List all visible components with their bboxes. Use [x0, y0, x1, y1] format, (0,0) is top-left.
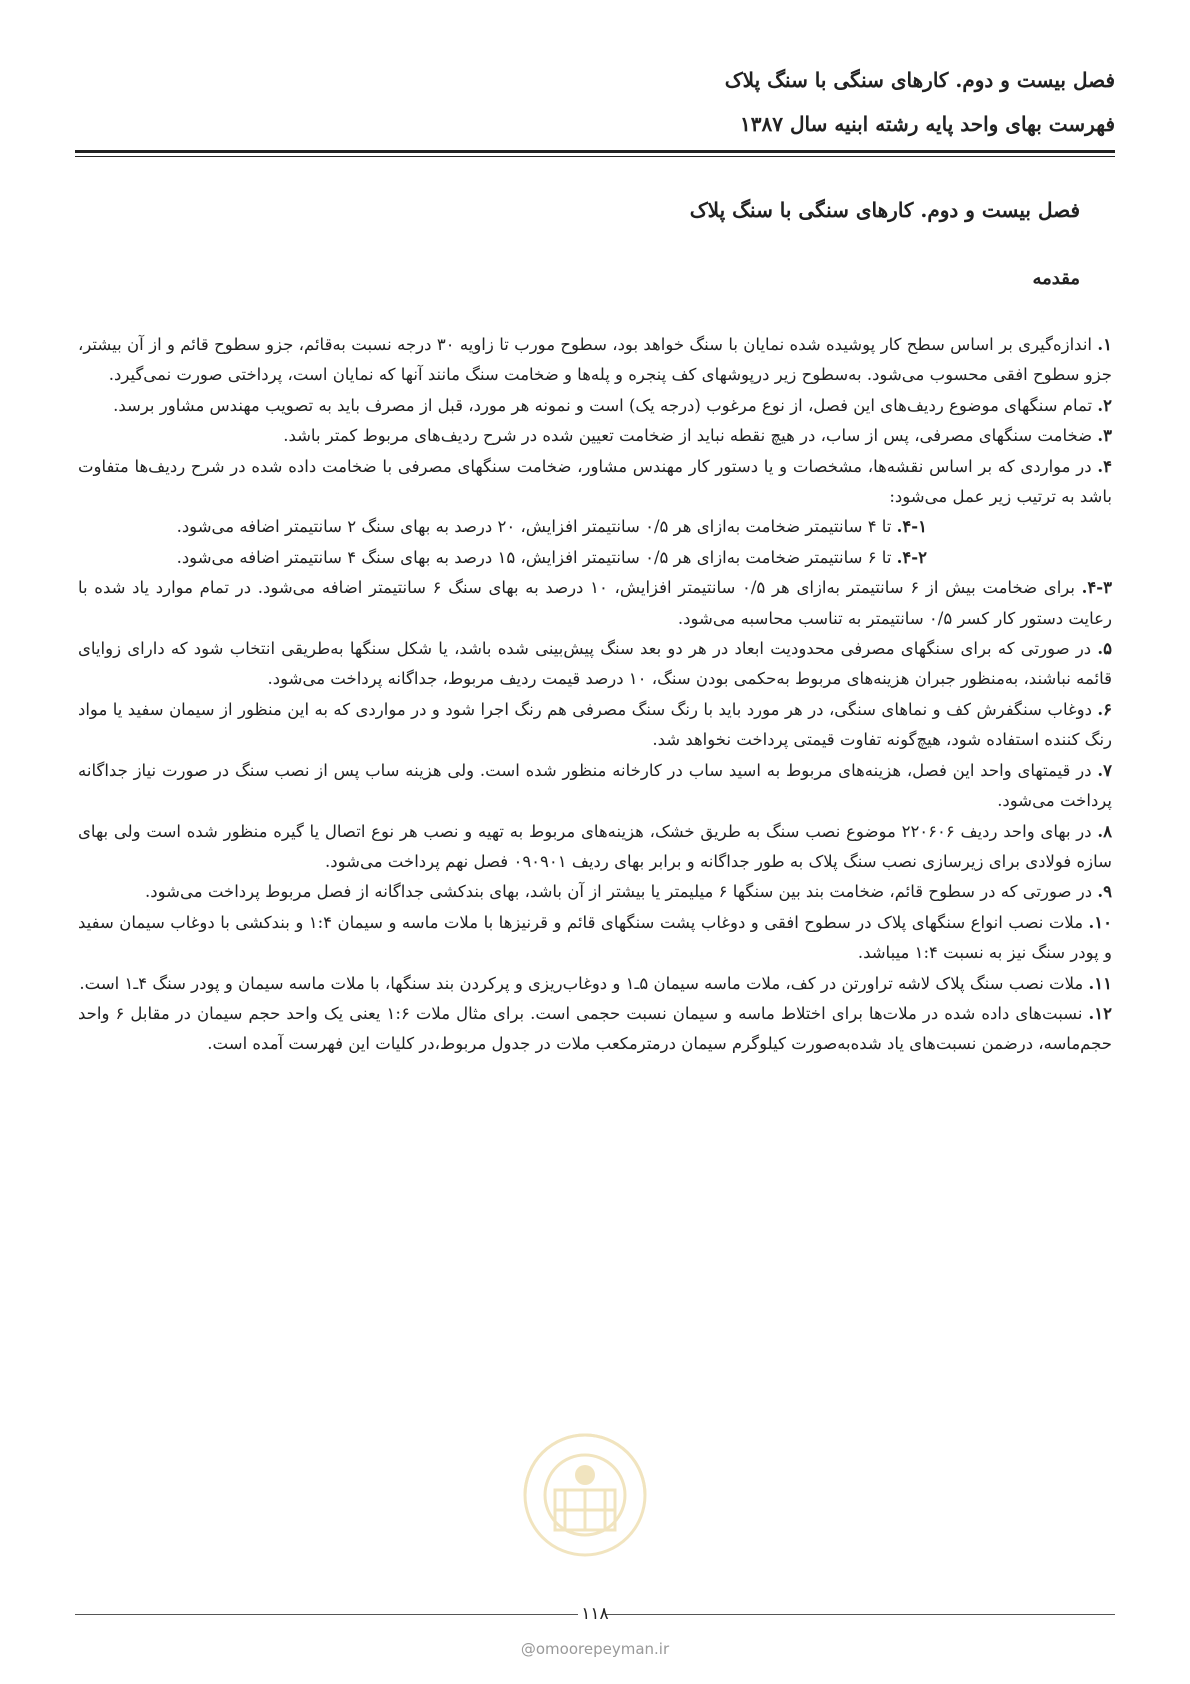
paragraph-2: [78, 391, 1112, 421]
paragraph-7: [78, 756, 1112, 817]
paragraph-8: [78, 817, 1112, 878]
paragraph-4-3: [78, 573, 1112, 634]
page-header: [75, 58, 1115, 146]
header-rule: [75, 150, 1115, 157]
header-rule-thin: [75, 156, 1115, 157]
paragraph-11: [78, 969, 1112, 999]
paragraph-text: تمام سنگهای موضوع ردیف‌های این فصل، از نوع مرغوب (درجه یک) است و نمونه هر مورد، قبل از مصرف باید به تصویب مهندس مشاور برسد.: [113, 395, 1098, 415]
paragraph-number: ۴-۳.: [1081, 578, 1112, 598]
paragraph-number: ۱۱.: [1088, 973, 1112, 993]
paragraph-text: تا ۶ سانتیمتر ضخامت به‌ازای هر ۰/۵ سانتیمتر افزایش، ۱۵ درصد به بهای سنگ ۴ سانتیمتر اضافه می‌شود.: [176, 547, 897, 567]
chapter-title: فصل بیست و دوم. کارهای سنگی با سنگ پلاک: [689, 198, 1080, 222]
page-number: ۱۱۸: [581, 1604, 609, 1624]
paragraph-12: [78, 999, 1112, 1060]
paragraph-text: اندازه‌گیری بر اساس سطح کار پوشیده شده نمایان با سنگ خواهد بود، سطوح مورب تا زاویه ۳۰ درجه نسبت به‌قائم، جزو سطوح قائم و از آن بیشتر، جزو سطوح افقی محسوب می‌شود. به‌سطوح زیر درپوشهای کف پنجره و پله‌ها و ضخامت سنگ مانند آنها که نمایان است، پرداختی صورت نمی‌گیرد.: [78, 335, 1112, 385]
paragraph-number: ۲.: [1097, 395, 1112, 415]
paragraph-text: ضخامت سنگهای مصرفی، پس از ساب، در هیچ نقطه نباید از ضخامت تعیین شده در شرح ردیف‌های مربوط کمتر باشد.: [283, 426, 1098, 446]
header-chapter-title: فصل بیست و دوم. کارهای سنگی با سنگ پلاک: [724, 68, 1115, 92]
paragraph-5: [78, 634, 1112, 695]
paragraph-text: تا ۴ سانتیمتر ضخامت به‌ازای هر ۰/۵ سانتیمتر افزایش، ۲۰ درصد به بهای سنگ ۲ سانتیمتر اضافه می‌شود.: [176, 517, 897, 537]
paragraph-text: دوغاب سنگفرش کف و نماهای سنگی، در هر مورد باید با رنگ سنگ مصرفی هم رنگ اجرا شود و در مواردی که به این منظور از سیمان سفید یا مواد رنگ کننده استفاده شود، هیچ‌گونه تفاوت قیمتی پرداخت نخواهد شد.: [78, 699, 1112, 750]
paragraph-number: ۹.: [1097, 882, 1112, 902]
paragraph-text: در صورتی که برای سنگهای مصرفی محدودیت ابعاد در هر دو بعد سنگ پیش‌بینی شده باشد، یا شکل سنگها به‌طریقی انتخاب شود که دارای زوایای قائمه نباشند، به‌منظور جبران هزینه‌های مربوط به‌حکمی بودن سنگ، ۱۰ درصد قیمت ردیف مربوط، جداگانه پرداخت می‌شود.: [78, 639, 1112, 689]
paragraph-10: [78, 908, 1112, 969]
paragraph-text: ملات نصب سنگ پلاک لاشه تراورتن در کف، ملات ماسه سیمان ۵ـ۱ و دوغاب‌ریزی و پرکردن بند سنگها، با ملات ماسه سیمان و پودر سنگ ۴ـ۱ است.: [79, 973, 1089, 993]
paragraph-number: ۴-۱.: [896, 517, 927, 537]
paragraph-number: ۳.: [1097, 426, 1112, 446]
paragraph-text: در مواردی که بر اساس نقشه‌ها، مشخصات و یا دستور کار مهندس مشاور، ضخامت سنگهای مصرفی با ضخامت داده شده در شرح ردیف‌ها متفاوت باشد به ترتیب زیر عمل می‌شود:: [78, 456, 1112, 507]
paragraph-number: ۱.: [1097, 335, 1112, 354]
header-rule-thick: [75, 150, 1115, 153]
paragraph-number: ۸.: [1097, 821, 1112, 841]
paragraph-text: در بهای واحد ردیف ۲۲۰۶۰۶ موضوع نصب سنگ به طریق خشک، هزینه‌های مربوط به تهیه و نصب هر نوع اتصال یا گیره منظور شده است ولی بهای سازه فولادی برای زیرسازی نصب سنگ پلاک به طور جداگانه و برابر بهای ردیف ۰۹۰۹۰۱ فصل نهم پرداخت می‌شود.: [78, 821, 1112, 871]
paragraph-4: [78, 452, 1112, 513]
watermark-emblem-icon: [455, 1400, 715, 1560]
paragraph-number: ۴.: [1097, 456, 1112, 476]
paragraph-3: [78, 421, 1112, 451]
paragraph-number: ۱۰.: [1088, 912, 1112, 932]
paragraph-number: ۷.: [1097, 760, 1112, 780]
paragraph-number: ۴-۲.: [896, 547, 927, 567]
paragraph-4-1: [78, 512, 1112, 542]
paragraph-1: [78, 330, 1112, 391]
paragraph-text: برای ضخامت بیش از ۶ سانتیمتر به‌ازای هر ۰/۵ سانتیمتر افزایش، ۱۰ درصد به بهای سنگ ۶ سانتیمتر اضافه می‌شود. در تمام موارد یاد شده با رعایت دستور کار کسر ۰/۵ سانتیمتر به تناسب محاسبه می‌شود.: [78, 578, 1112, 628]
paragraph-number: ۱۲.: [1088, 1003, 1112, 1023]
section-heading-intro: مقدمه: [1032, 268, 1080, 289]
paragraph-text: ملات نصب انواع سنگهای پلاک در سطوح افقی و دوغاب پشت سنگهای قائم و قرنیزها با ملات ماسه و سیمان ۱:۴ و بندکشی با دوغاب سیمان سفید و پودر سنگ نیز به نسبت ۱:۴ میباشد.: [78, 912, 1112, 963]
paragraph-4-2: [78, 543, 1112, 573]
paragraph-text: در قیمتهای واحد این فصل، هزینه‌های مربوط به اسید ساب در کارخانه منظور شده است. ولی هزینه ساب پس از نصب سنگ در صورت نیاز جداگانه پرداخت می‌شود.: [78, 760, 1112, 811]
website-watermark: @omoorepeyman.ir: [520, 1640, 670, 1658]
paragraph-text: نسبت‌های داده شده در ملات‌ها برای اختلاط ماسه و سیمان نسبت حجمی است. برای مثال ملات ۱:۶ یعنی یک واحد حجم سیمان در مقابل ۶ واحد حجم‌ماسه، درضمن نسبت‌های یاد شده‌به‌صورت کیلوگرم سیمان درمترمکعب ملات در جدول مربوط،در کلیات این فهرست آمده است.: [78, 1003, 1112, 1054]
paragraph-number: ۵.: [1097, 639, 1112, 659]
paragraph-text: در صورتی که در سطوح قائم، ضخامت بند بین سنگها ۶ میلیمتر یا بیشتر از آن باشد، بهای بندکشی جداگانه از فصل مربوط پرداخت می‌شود.: [145, 882, 1098, 902]
paragraph-6: [78, 695, 1112, 756]
paragraph-9: [78, 877, 1112, 907]
paragraph-number: ۶.: [1097, 699, 1112, 719]
paragraph-list: [78, 330, 1112, 1060]
header-price-list-title: فهرست بهای واحد پایه رشته ابنیه سال ۱۳۸۷: [740, 112, 1115, 136]
